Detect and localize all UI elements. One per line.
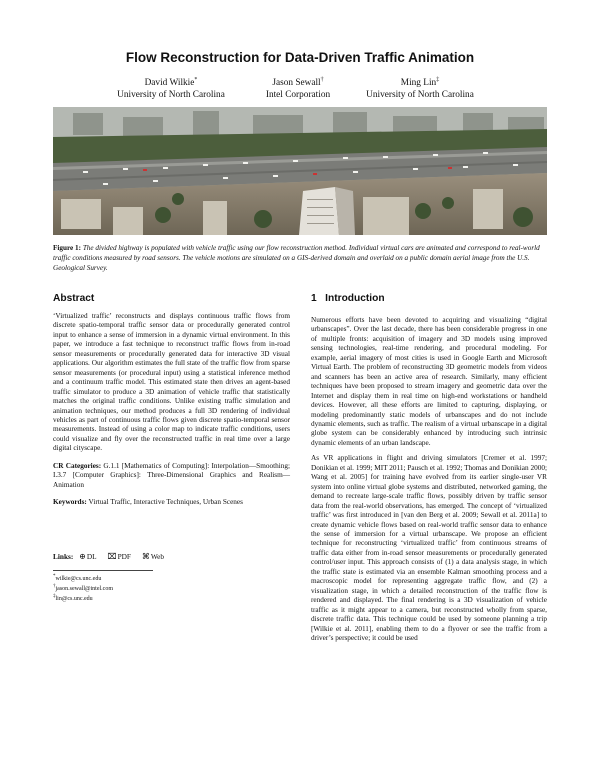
email-link[interactable]: jason.sewall@intel.com xyxy=(55,586,114,592)
abstract-text: ‘Virtualized traffic’ reconstructs and displays continuous traffic flows from discrete spatio-temporal traffic sensor data or procedurally generated control input to enhance a sense of immersion in a dynamic virtual environment. In this paper, we introduce a fast technique to reconstruct traffic flows from in-road sensor measurements or procedurally generated data for interactive 3D visual applications. Our algorithm estimates the full state of the traffic flow from sparse sensor measurements (or procedural input) using a statistical inference method and a continuum traffic model. This estimated state then drives an agent-based traffic simulator to produce a 3D animation of vehicle traffic that statistically matches the original traffic conditions. Unlike existing traffic simulation and animation techniques, our method produces a full 3D rendering of individual vehicles as part of continuous traffic flows given discrete spatio-temporal sensor measurements. Instead of using a color map to indicate traffic conditions, users could visualize and fly over the reconstructed traffic in real time over a large digital cityscape. xyxy=(53,312,290,453)
cr-categories-label: CR Categories: xyxy=(53,461,102,470)
links-row xyxy=(53,552,173,561)
cr-categories xyxy=(53,462,290,490)
author-name: Jason Sewall xyxy=(272,78,321,89)
author-name: David Wilkie xyxy=(144,78,195,89)
introduction-column xyxy=(311,316,547,649)
author-affiliation: University of North Carolina xyxy=(117,90,225,101)
aerial-highway-figure xyxy=(53,107,547,235)
author-block-3 xyxy=(345,74,495,101)
author-affiliation: University of North Carolina xyxy=(366,90,474,101)
introduction-heading xyxy=(311,293,385,304)
author-block-1 xyxy=(96,74,246,101)
pdf-link[interactable]: ⌧PDF xyxy=(107,552,131,561)
author-affiliation: Intel Corporation xyxy=(265,90,331,101)
keywords-text: Virtual Traffic, Interactive Techniques, Urban Scenes xyxy=(88,498,243,507)
email-link[interactable]: lin@cs.unc.edu xyxy=(55,596,93,602)
figure-caption xyxy=(53,243,547,274)
keywords xyxy=(53,498,290,507)
web-link[interactable]: ⌘Web xyxy=(141,552,165,561)
paper-title: Flow Reconstruction for Data-Driven Traffic Animation xyxy=(125,50,475,65)
abstract-column xyxy=(53,312,290,514)
web-icon: ⌘ xyxy=(141,552,150,561)
footnote: †jason.sewall@intel.com xyxy=(53,584,114,592)
disc-icon: ⊕ xyxy=(79,552,86,561)
section-number: 1 xyxy=(311,293,317,304)
intro-paragraph: As VR applications in flight and driving simulators [Cremer et al. 1997; Donikian et al. 1999; MIT 2011; Pausch et al. 1992; Thomas and Donikian 2000; Wang et al. 2005] for training have evolved from its earlier single-user VR system into online virtual globe systems and distributed, networked gaming, the demand to recreate large-scale traffic flows, possibly driven by traffic sensor data from the real-world observations, has emerged. The concept of ‘virtualized traffic’ was first introduced in [van den Berg et al. 2009; Sewall et al. 2011a] to create dynamic vehicle flows based on real-world traffic sensor data to enhance the sense of immersion for a virtual urbanscape. We propose an efficient technique for reconstructing ‘virtualized traffic’ from continuous streams of traffic data either from in-road sensor measurements or procedurally generated control/user input. This approach consists of (1) a data analysis stage, in which the traffic state is estimated via an ensemble Kalman smoothing process and a macroscopic model for representing aggregate traffic flow, and (2) a visualization stage, in which a detailed reconstruction of the traffic flow is rendered and displayed. The final rendering is a 3D visualization of vehicle traffic as it might appear to a camera, but reconstructed wholly from sparse, discrete traffic data. This technique could be used by someone planning a trip [Wilkie et al. 2011], enabling them to do a flyover or see the traffic from a driver’s perspective; it could be used xyxy=(311,454,547,642)
cr-categories-text: G.1.1 [Mathematics of Computing]: Interpolation—Smoothing; I.3.7 [Computer Graphics]: Three-Dimensional Graphics and Realism—Animation xyxy=(53,461,290,489)
links-label: Links: xyxy=(53,552,74,561)
author-footnote-mark: ‡ xyxy=(436,77,440,83)
figure-label: Figure 1: xyxy=(53,244,82,252)
dl-link[interactable]: ⊕DL xyxy=(79,552,97,561)
author-name: Ming Lin xyxy=(400,78,437,89)
footnote: *wilkie@cs.unc.edu xyxy=(53,574,102,582)
author-footnote-mark: * xyxy=(194,77,198,83)
intro-paragraph: Numerous efforts have been devoted to acquiring and visualizing “digital urbanscapes”. Over the last decade, there has been considerable progress in one of multiple fronts: acquisition of imagery and 3D models using improved sensing technologies, real-time rendering, and procedural modeling. For example, aerial imagery of most cities is used in Google Earth and Microsoft Virtual Earth. The problem of reconstructing 3D geometric models from videos and scanners has been an active area of research. Similarly, many efficient techniques have been proposed to stream imagery and geometric data over the Internet and display them in real time on high-end workstations or handheld devices. However, all these efforts are limited to capturing, displaying, or modeling predominantly static models of urbanscapes and do not include dynamic elements, such as traffic. The realism of a virtual urbanscape in a digital globe system can be considerably enhanced by introducing such intrinsic dynamic elements of an urban landscape. xyxy=(311,316,547,447)
author-footnote-mark: † xyxy=(320,77,324,83)
keywords-label: Keywords: xyxy=(53,498,87,507)
figure-caption-text: The divided highway is populated with vehicle traffic using our flow reconstruction method. Individual virtual cars are animated and correspond to real-world traffic conditions measured by road sensors. The vehicle motions are simulated on a GIS-derived domain and overlaid on a public domain aerial image from the U.S. Geological Survey. xyxy=(53,244,540,273)
footnote: ‡lin@cs.unc.edu xyxy=(53,594,93,602)
abstract-heading: Abstract xyxy=(53,293,95,304)
section-title: Introduction xyxy=(325,293,385,304)
footnotes xyxy=(53,570,153,603)
email-link[interactable]: wilkie@cs.unc.edu xyxy=(55,576,102,582)
pdf-icon: ⌧ xyxy=(107,552,117,561)
